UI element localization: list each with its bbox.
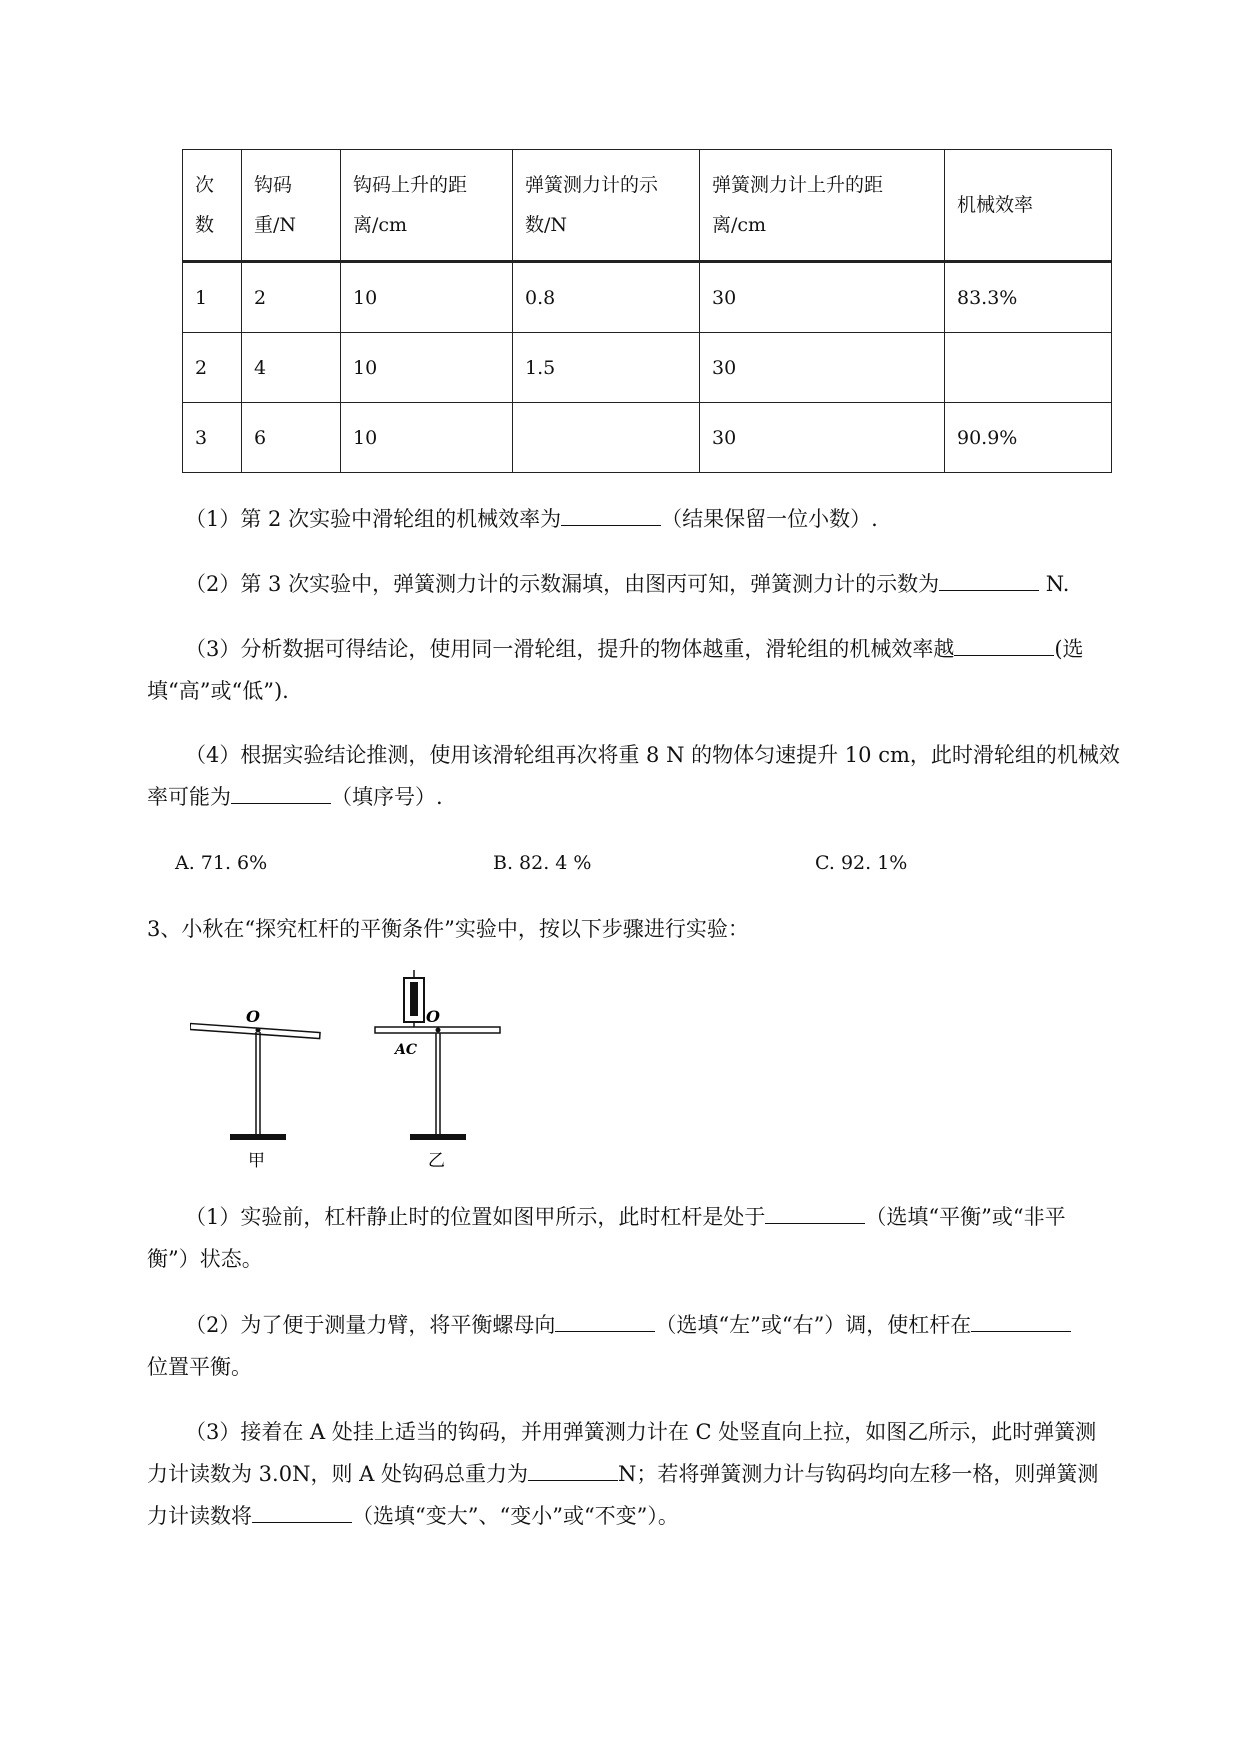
option-a: A. 71. 6%: [175, 852, 268, 874]
pivot-icon: [436, 1028, 441, 1033]
answer-blank[interactable]: [954, 633, 1054, 656]
figure-caption-left: 甲: [248, 1151, 265, 1170]
answer-blank[interactable]: [555, 1309, 655, 1332]
question-text: （2）第 3 次实验中，弹簧测力计的示数漏填，由图丙可知，弹簧测力计的示数为: [185, 572, 940, 596]
table-cell: 10: [341, 333, 513, 403]
question-3-2: [185, 1304, 1175, 1346]
answer-blank[interactable]: [971, 1309, 1071, 1332]
answer-blank[interactable]: [252, 1500, 352, 1523]
table-cell: 30: [700, 403, 945, 473]
table-row: [183, 403, 1112, 473]
lever-stand-base: [230, 1134, 286, 1140]
question-3-2-cont: 位置平衡。: [147, 1355, 252, 1379]
question-2-4-cont: [147, 776, 1137, 818]
table-cell: 83.3%: [945, 262, 1112, 333]
question-text: （1）实验前，杠杆静止时的位置如图甲所示，此时杠杆是处于: [185, 1205, 766, 1229]
table-cell: 4: [242, 333, 341, 403]
table-cell: [513, 403, 700, 473]
answer-blank[interactable]: [939, 568, 1039, 591]
question-3-1-cont: 衡”）状态。: [147, 1247, 263, 1271]
lever-figure: [190, 970, 520, 1170]
question-text: （填序号）.: [331, 785, 443, 809]
table-cell: [945, 333, 1112, 403]
pivot-label: O: [426, 1007, 440, 1026]
option-b: B. 82. 4 %: [493, 852, 592, 874]
spring-scale-icon: [404, 970, 424, 1027]
point-labels: AC: [395, 1042, 418, 1058]
table-header-cell: 弹簧测力计的示数/N: [513, 150, 700, 262]
question-text: (选: [1054, 637, 1084, 661]
pivot-icon: [256, 1028, 261, 1033]
table-cell: 30: [700, 333, 945, 403]
table-cell: 3: [183, 403, 242, 473]
question-2-2: [185, 563, 1175, 605]
question-text: 力计读数将: [147, 1504, 252, 1528]
table-row: [183, 333, 1112, 403]
table-header-cell: 机械效率: [945, 150, 1112, 262]
table-row: [183, 262, 1112, 333]
table-cell: 6: [242, 403, 341, 473]
table-cell: 90.9%: [945, 403, 1112, 473]
lever-stand-base: [410, 1134, 466, 1140]
question-text: （结果保留一位小数）.: [661, 507, 878, 531]
table-cell: 1: [183, 262, 242, 333]
question-3-title: 3、小秋在“探究杠杆的平衡条件”实验中，按以下步骤进行实验：: [147, 917, 749, 941]
answer-blank[interactable]: [765, 1201, 865, 1224]
question-text: （选填“变大”、“变小”或“不变”）。: [352, 1504, 679, 1528]
pivot-label: O: [246, 1007, 260, 1026]
question-3-3: （3）接着在 A 处挂上适当的钩码，并用弹簧测力计在 C 处竖直向上拉，如图乙所示，此时弹簧测: [185, 1420, 1097, 1444]
experiment-table: [182, 149, 1112, 473]
table-header-cell: 钩码上升的距离/cm: [341, 150, 513, 262]
figure-caption-right: 乙: [428, 1151, 445, 1170]
question-text: （3）分析数据可得结论，使用同一滑轮组，提升的物体越重，滑轮组的机械效率越: [185, 637, 955, 661]
question-3-3-cont2: [147, 1495, 1137, 1537]
answer-blank[interactable]: [528, 1458, 618, 1481]
question-text: N；若将弹簧测力计与钩码均向左移一格，则弹簧测: [617, 1462, 1099, 1486]
question-text: （选填“平衡”或“非平: [865, 1205, 1066, 1229]
table-header-row: [183, 150, 1112, 262]
question-2-1: [185, 498, 1175, 540]
table-cell: 1.5: [513, 333, 700, 403]
table-header-cell: 钩码重/N: [242, 150, 341, 262]
table-cell: 10: [341, 403, 513, 473]
table-header-cell: 弹簧测力计上升的距离/cm: [700, 150, 945, 262]
question-text: 力计读数为 3.0N，则 A 处钩码总重力为: [147, 1462, 528, 1486]
answer-blank[interactable]: [561, 503, 661, 526]
table-cell: 10: [341, 262, 513, 333]
question-text: （1）第 2 次实验中滑轮组的机械效率为: [185, 507, 562, 531]
question-text: （选填“左”或“右”）调，使杠杆在: [655, 1313, 972, 1337]
option-c: C. 92. 1%: [815, 852, 908, 874]
question-text: （2）为了便于测量力臂，将平衡螺母向: [185, 1313, 556, 1337]
question-2-3: [185, 628, 1175, 670]
table-cell: 30: [700, 262, 945, 333]
question-text: N.: [1039, 572, 1070, 596]
table-cell: 0.8: [513, 262, 700, 333]
table-header-cell: 次数: [183, 150, 242, 262]
lever-apparatus-right: [375, 970, 500, 1170]
question-text: 率可能为: [147, 785, 231, 809]
lever-apparatus-left: [190, 1007, 320, 1170]
question-2-4: （4）根据实验结论推测，使用该滑轮组再次将重 8 N 的物体匀速提升 10 cm，此时滑轮组的机械效: [185, 743, 1120, 767]
table-cell: 2: [183, 333, 242, 403]
answer-blank[interactable]: [231, 781, 331, 804]
question-2-3-cont: 填“高”或“低”).: [147, 679, 289, 703]
table-cell: 2: [242, 262, 341, 333]
question-3-3-cont: [147, 1453, 1137, 1495]
question-3-1: [185, 1196, 1175, 1238]
